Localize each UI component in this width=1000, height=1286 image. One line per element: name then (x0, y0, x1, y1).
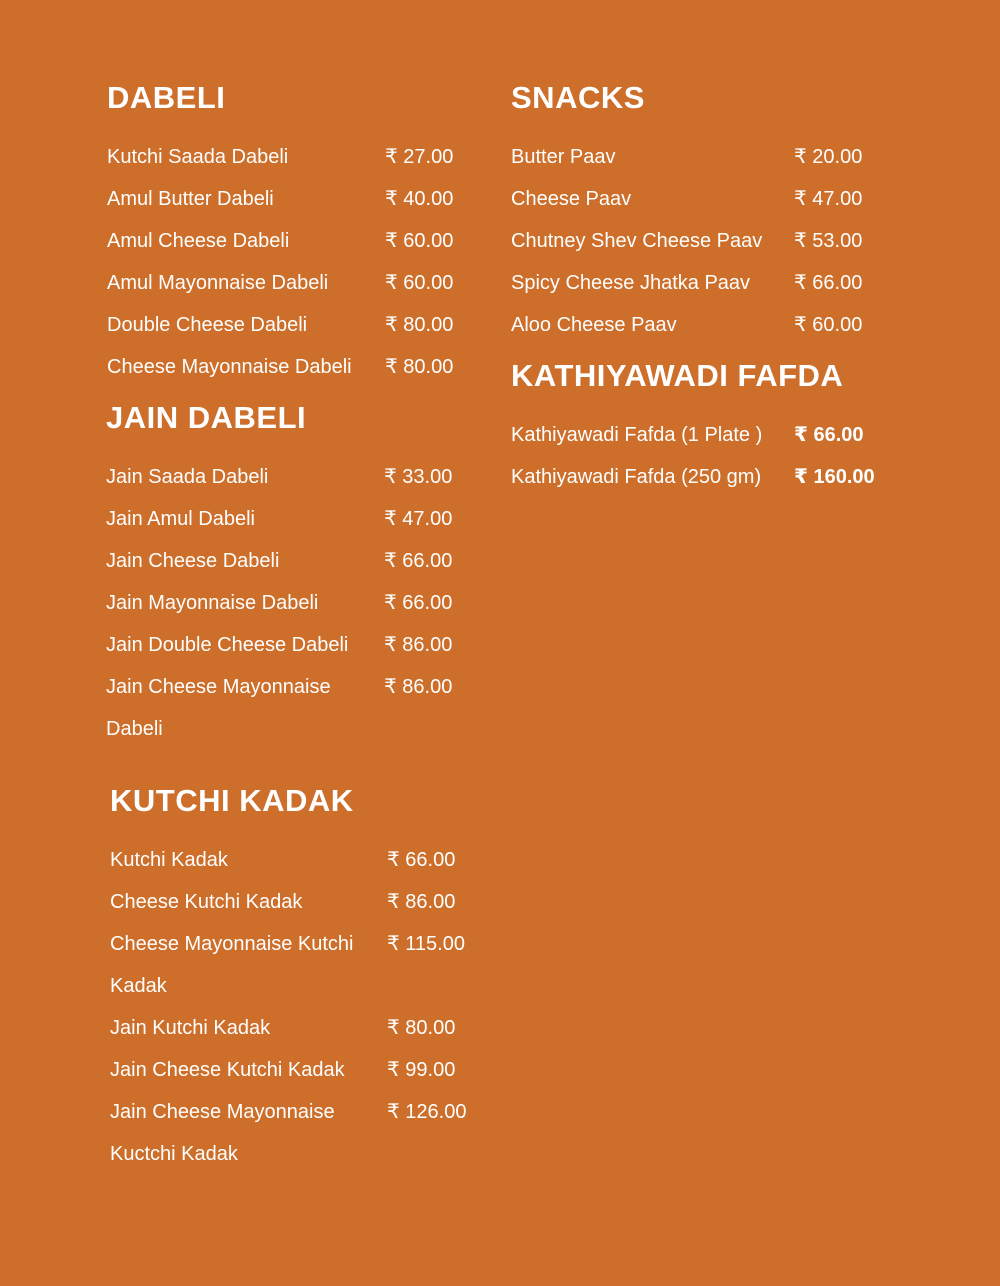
menu-item (107, 346, 453, 388)
item-name: Kutchi Kadak (110, 849, 228, 871)
item-price: ₹ 47.00 (384, 508, 453, 530)
item-price: ₹ 115.00 (387, 933, 465, 955)
item-price: ₹ 99.00 (387, 1059, 456, 1081)
item-price: ₹ 60.00 (385, 230, 454, 252)
item-price: ₹ 60.00 (385, 272, 454, 294)
item-price: ₹ 66.00 (794, 424, 864, 446)
menu-item (106, 666, 452, 750)
item-price: ₹ 126.00 (387, 1101, 467, 1123)
item-price: ₹ 160.00 (794, 466, 875, 488)
item-price: ₹ 40.00 (385, 188, 454, 210)
item-name: Amul Butter Dabeli (107, 188, 274, 210)
item-price: ₹ 27.00 (385, 146, 454, 168)
item-name: Jain Double Cheese Dabeli (106, 634, 349, 656)
item-name: Aloo Cheese Paav (511, 314, 677, 336)
menu-item (107, 304, 453, 346)
item-name: Kutchi Saada Dabeli (107, 146, 289, 168)
menu-item (106, 456, 452, 498)
menu-item (110, 1049, 466, 1091)
item-name: Jain Kutchi Kadak (110, 1017, 271, 1039)
item-name: Kathiyawadi Fafda (1 Plate ) (511, 424, 763, 446)
item-name: Jain Cheese Mayonnaise Kuctchi Kadak (110, 1101, 335, 1165)
section-title-snacks: SNACKS (511, 80, 645, 115)
menu-item (106, 624, 452, 666)
item-price: ₹ 20.00 (794, 146, 863, 168)
item-price: ₹ 80.00 (385, 356, 454, 378)
menu-item (511, 262, 862, 304)
menu-item (107, 178, 453, 220)
item-price: ₹ 60.00 (794, 314, 863, 336)
item-name: Cheese Mayonnaise Dabeli (107, 356, 352, 378)
section-title-dabeli: DABELI (107, 80, 226, 115)
menu-item (511, 414, 875, 456)
item-name: Amul Cheese Dabeli (107, 230, 290, 252)
menu-item (511, 304, 862, 346)
item-price: ₹ 86.00 (384, 634, 453, 656)
item-name: Cheese Paav (511, 188, 632, 210)
section-jain-dabeli (106, 400, 452, 750)
menu-item (106, 582, 452, 624)
menu-item (511, 456, 875, 498)
item-name: Amul Mayonnaise Dabeli (107, 272, 329, 294)
section-title-jain-dabeli: JAIN DABELI (106, 400, 307, 435)
item-name: Butter Paav (511, 146, 616, 168)
menu-item (110, 1091, 466, 1175)
menu-item (511, 178, 862, 220)
menu-item (107, 220, 453, 262)
menu-item (511, 136, 862, 178)
item-name: Kathiyawadi Fafda (250 gm) (511, 466, 762, 488)
section-kathiyawadi-fafda (511, 358, 875, 498)
item-price: ₹ 53.00 (794, 230, 863, 252)
item-price: ₹ 66.00 (384, 592, 453, 614)
item-name: Jain Mayonnaise Dabeli (106, 592, 319, 614)
section-title-kutchi-kadak: KUTCHI KADAK (110, 783, 354, 818)
item-name: Jain Amul Dabeli (106, 508, 255, 530)
menu-item (110, 923, 466, 1007)
item-price: ₹ 80.00 (387, 1017, 456, 1039)
item-price: ₹ 66.00 (387, 849, 456, 871)
item-name: Cheese Kutchi Kadak (110, 891, 303, 913)
menu-item (106, 498, 452, 540)
section-title-kathiyawadi-fafda: KATHIYAWADI FAFDA (511, 358, 844, 393)
menu-item (110, 1007, 466, 1049)
item-price: ₹ 66.00 (384, 550, 453, 572)
menu-item (511, 220, 862, 262)
item-name: Jain Saada Dabeli (106, 466, 269, 488)
item-price: ₹ 80.00 (385, 314, 454, 336)
section-kutchi-kadak (110, 783, 466, 1175)
item-name: Cheese Mayonnaise Kutchi Kadak (110, 933, 354, 997)
menu-item (107, 262, 453, 304)
item-name: Chutney Shev Cheese Paav (511, 230, 763, 252)
item-price: ₹ 47.00 (794, 188, 863, 210)
menu-item (110, 881, 466, 923)
item-name: Jain Cheese Mayonnaise Dabeli (106, 676, 331, 740)
item-name: Double Cheese Dabeli (107, 314, 308, 336)
section-snacks (511, 80, 862, 346)
item-name: Jain Cheese Dabeli (106, 550, 280, 572)
item-price: ₹ 86.00 (384, 676, 453, 698)
item-name: Jain Cheese Kutchi Kadak (110, 1059, 345, 1081)
item-price: ₹ 86.00 (387, 891, 456, 913)
menu-item (107, 136, 453, 178)
menu-item (110, 839, 466, 881)
item-price: ₹ 66.00 (794, 272, 863, 294)
menu-item (106, 540, 452, 582)
section-dabeli (107, 80, 453, 388)
item-name: Spicy Cheese Jhatka Paav (511, 272, 751, 294)
item-price: ₹ 33.00 (384, 466, 453, 488)
